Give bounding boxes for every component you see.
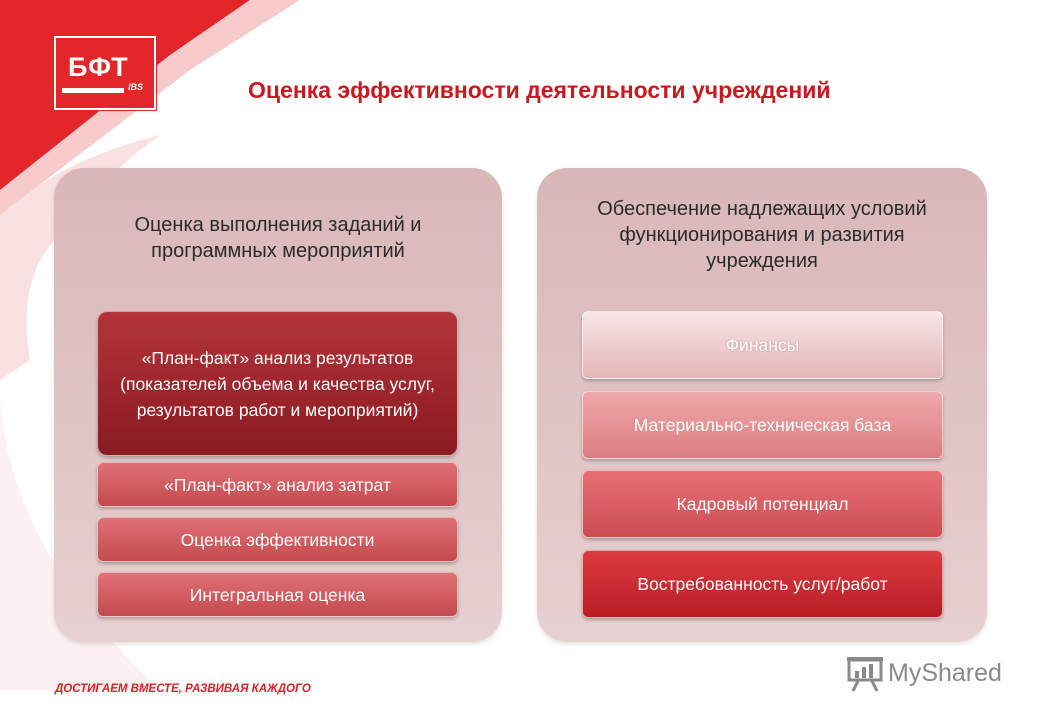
- material-base-box: Материально-техническая база: [582, 391, 943, 459]
- bft-logo: [54, 36, 156, 110]
- slide-title: Оценка эффективности деятельности учреждений: [248, 77, 831, 103]
- slogan: ДОСТИГАЕМ ВМЕСТЕ, РАЗВИВАЯ КАЖДОГО: [55, 683, 311, 695]
- service-demand-box: Востребованность услуг/работ: [582, 550, 943, 618]
- plan-fact-costs-box: «План-факт» анализ затрат: [97, 462, 458, 507]
- plan-fact-results-box: «План-факт» анализ результатов (показателей объема и качества услуг, результатов работ и мероприятий): [97, 311, 458, 456]
- right-panel-heading: Обеспечение надлежащих условий функционирования и развития учреждения: [597, 198, 927, 272]
- myshared-watermark[interactable]: [846, 656, 1006, 694]
- right-panel: [537, 168, 987, 642]
- logo-bar: [62, 88, 124, 93]
- efficiency-assessment-box: Оценка эффективности: [97, 517, 458, 562]
- watermark-text: MyShared: [888, 659, 1002, 687]
- finance-box: Финансы: [582, 311, 943, 379]
- staff-potential-box: Кадровый потенциал: [582, 470, 943, 538]
- presentation-icon: [846, 656, 884, 692]
- left-panel-heading: Оценка выполнения заданий и программных мероприятий: [134, 214, 422, 262]
- logo-sub: IBS: [128, 82, 144, 92]
- left-panel: [54, 168, 502, 642]
- logo-text: БФТ: [68, 52, 129, 82]
- integral-assessment-box: Интегральная оценка: [97, 572, 458, 617]
